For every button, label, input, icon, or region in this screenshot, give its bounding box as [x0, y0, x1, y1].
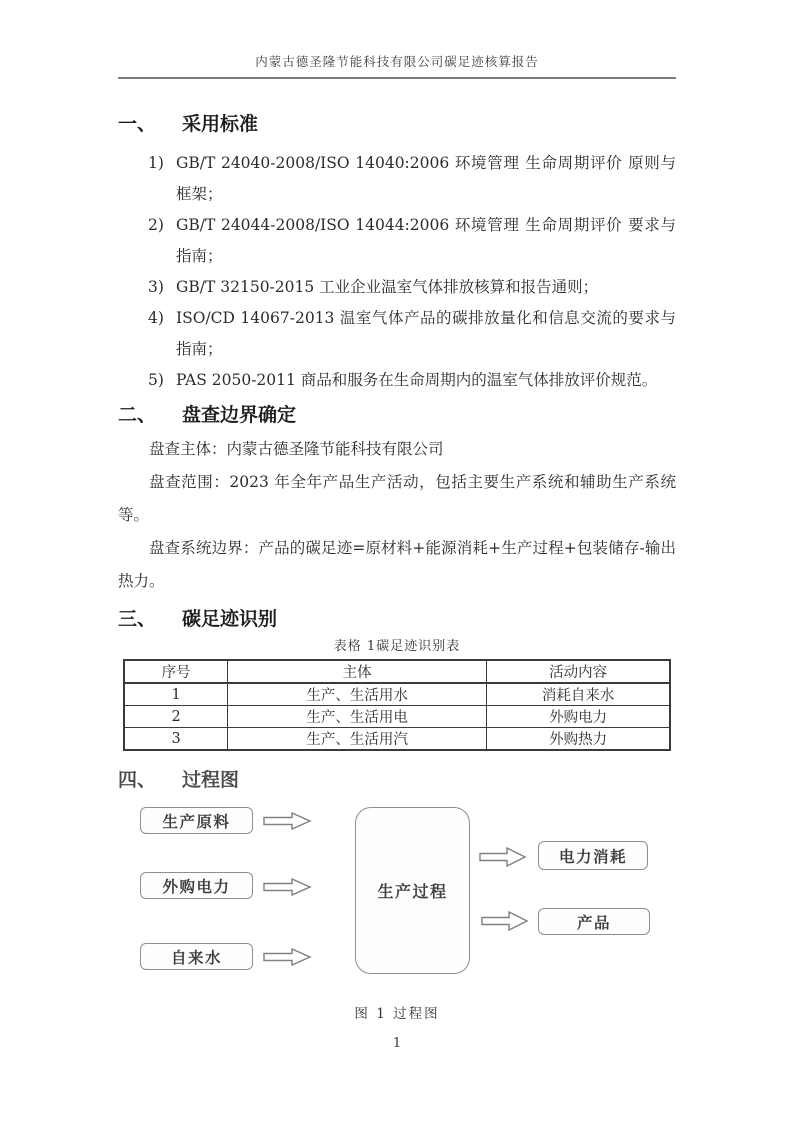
right-arrow-icon — [263, 948, 312, 966]
section-title: 过程图 — [182, 769, 240, 791]
section-heading-boundary — [118, 400, 676, 427]
list-item-number: 5) — [148, 371, 164, 389]
column-header-activity: 活动内容 — [487, 660, 670, 683]
table-row — [124, 683, 670, 706]
process-flow-diagram — [118, 796, 676, 992]
section-number: 三、 — [118, 608, 157, 630]
section-title: 碳足迹识别 — [182, 608, 278, 630]
list-item-number: 1) — [148, 154, 164, 172]
list-item — [148, 210, 676, 272]
table-cell: 2 — [124, 706, 228, 728]
diagram-input-box-tap-water: 自来水 — [140, 943, 253, 970]
right-arrow-icon — [481, 911, 529, 931]
diagram-output-box-product: 产品 — [538, 908, 650, 935]
diagram-input-box-purchased-electricity: 外购电力 — [140, 872, 253, 899]
section-title: 盘查边界确定 — [182, 404, 297, 426]
list-item-text: ISO/CD 14067-2013 温室气体产品的碳排放量化和信息交流的要求与指南； — [176, 309, 676, 358]
list-item-text: GB/T 24044-2008/ISO 14044:2006 环境管理 生命周期评价 要求与指南； — [176, 216, 676, 265]
list-item-number: 3) — [148, 278, 164, 296]
section-heading-standards — [118, 109, 676, 136]
running-header-title: 内蒙古德圣隆节能科技有限公司碳足迹核算报告 — [255, 54, 539, 69]
list-item-text: GB/T 24040-2008/ISO 14040:2006 环境管理 生命周期评价 原则与框架； — [176, 154, 676, 203]
table-cell: 消耗自来水 — [487, 683, 670, 706]
list-item — [148, 303, 676, 365]
list-item-number: 4) — [148, 309, 164, 327]
footprint-identification-table — [123, 659, 671, 751]
column-header-seq: 序号 — [124, 660, 228, 683]
table-cell: 3 — [124, 728, 228, 751]
right-arrow-icon — [263, 812, 312, 830]
list-item — [148, 148, 676, 210]
running-header — [118, 52, 676, 79]
right-arrow-icon — [479, 847, 527, 867]
page-number: 1 — [392, 1036, 402, 1051]
diagram-process-box: 生产过程 — [355, 807, 470, 974]
standards-list — [118, 148, 676, 396]
table-row — [124, 728, 670, 751]
list-item — [148, 272, 676, 303]
table-cell: 1 — [124, 683, 228, 706]
boundary-paragraphs — [118, 433, 676, 598]
column-header-subject: 主体 — [228, 660, 487, 683]
table-cell: 生产、生活用汽 — [228, 728, 487, 751]
section-number: 二、 — [118, 404, 157, 426]
table-cell: 生产、生活用水 — [228, 683, 487, 706]
figure-caption: 图 1 过程图 — [354, 1006, 440, 1022]
section-heading-identification — [118, 604, 676, 631]
section-title: 采用标准 — [182, 113, 259, 135]
list-item-text: GB/T 32150-2015 工业企业温室气体排放核算和报告通则； — [176, 278, 599, 296]
paragraph-system-boundary: 盘查系统边界：产品的碳足迹=原材料+能源消耗+生产过程+包装储存-输出热力。 — [118, 539, 676, 590]
list-item-text: PAS 2050-2011 商品和服务在生命周期内的温室气体排放评价规范。 — [176, 371, 658, 389]
diagram-input-box-raw-material: 生产原料 — [140, 807, 253, 834]
paragraph-subject: 盘查主体：内蒙古德圣隆节能科技有限公司 — [149, 440, 444, 458]
table-caption: 表格 1碳足迹识别表 — [333, 639, 461, 654]
section-number: 一、 — [118, 113, 157, 135]
paragraph-scope: 盘查范围：2023 年全年产品生产活动，包括主要生产系统和辅助生产系统等。 — [118, 473, 676, 524]
table-cell: 外购电力 — [487, 706, 670, 728]
table-row — [124, 706, 670, 728]
section-number: 四、 — [118, 769, 157, 791]
list-item-number: 2) — [148, 216, 164, 234]
section-heading-process — [118, 765, 676, 792]
table-cell: 生产、生活用电 — [228, 706, 487, 728]
table-cell: 外购热力 — [487, 728, 670, 751]
list-item — [148, 365, 676, 396]
diagram-output-box-electricity-consumption: 电力消耗 — [538, 841, 648, 870]
table-header-row — [124, 660, 670, 683]
right-arrow-icon — [263, 878, 312, 896]
